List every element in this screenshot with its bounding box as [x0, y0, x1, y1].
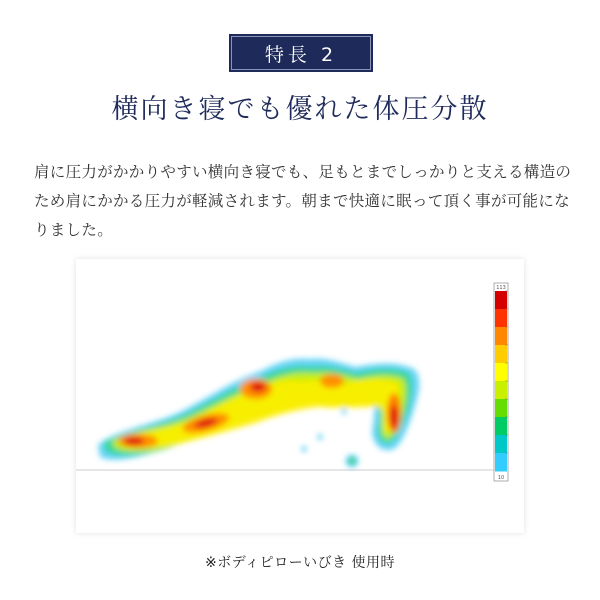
scale-band [495, 327, 507, 346]
scale-band [495, 345, 507, 364]
scale-band [495, 309, 507, 328]
scale-band [495, 399, 507, 418]
pressure-heatmap [98, 359, 419, 467]
feature-badge [229, 34, 373, 72]
headline: 横向き寝でも優れた体圧分散 [111, 94, 489, 125]
pressure-map-image [76, 259, 524, 533]
pressure-map-figure [76, 259, 524, 533]
pressure-color-scale [494, 283, 508, 481]
scale-band [495, 435, 507, 454]
scale-band [495, 381, 507, 400]
scale-band [495, 363, 507, 382]
caption: ※ボディピローいびき 使用時 [204, 555, 396, 571]
scale-max-label: 113 [496, 285, 506, 291]
scale-band [495, 291, 507, 310]
scale-band [495, 453, 507, 472]
scale-min-label: 10 [497, 475, 505, 481]
scale-band [495, 417, 507, 436]
description-text: 肩に圧力がかかりやすい横向き寝でも、足もとまでしっかりと支える構造のため肩にかかる圧力が軽減されます。朝まで快適に眠って頂く事が可能になりました。 [34, 163, 572, 239]
feature-badge-label: 特長 2 [264, 43, 338, 66]
